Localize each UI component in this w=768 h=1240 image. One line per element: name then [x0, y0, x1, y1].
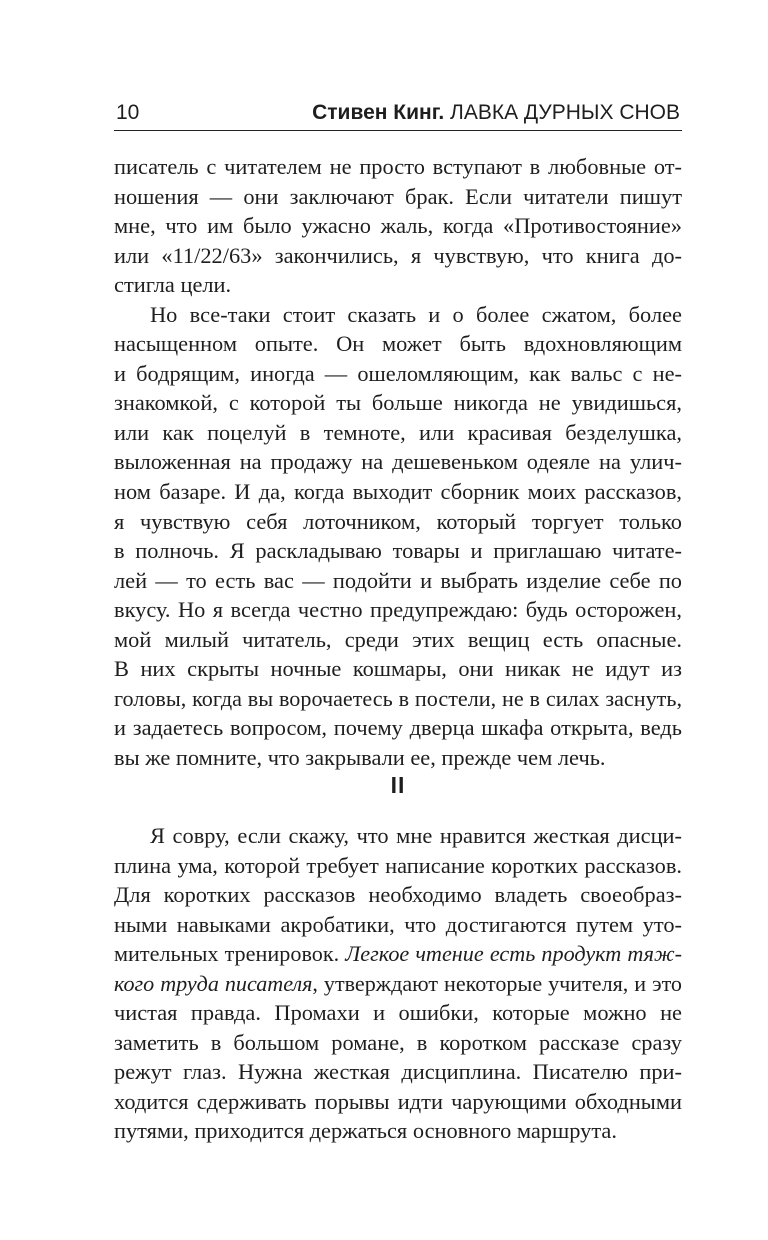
- text-line: заметить в большом романе, в коротком рассказе сразу: [114, 1029, 682, 1055]
- text-block-intro: [114, 152, 682, 772]
- text-line: или «11/22/63» закончились, я чувствую, что книга до-: [114, 242, 682, 268]
- text-line: Но все-таки стоит сказать и о более сжатом, более: [150, 301, 682, 327]
- text-line: режут глаз. Нужна жесткая дисциплина. Писателю при-: [114, 1059, 682, 1085]
- text-line: плина ума, которой требует написание коротких рассказов.: [114, 852, 682, 878]
- page-number: 10: [116, 101, 140, 124]
- text-line: Я совру, если скажу, что мне нравится жесткая дисци-: [150, 823, 682, 848]
- text-line: [114, 969, 682, 999]
- text-fragment: , утверждают некоторые учителя, и это: [312, 970, 682, 996]
- text-line: писатель с читателем не просто вступают в любовные от-: [114, 154, 682, 179]
- text-line: и бодрящим, иногда — ошеломляющим, как вальс с не-: [114, 360, 682, 386]
- italic-quote: кого труда писателя: [114, 970, 313, 996]
- text-line: ходится сдерживать порывы идти чарующими обходными: [114, 1088, 682, 1114]
- text-line: лей — то есть вас — подойти и выбрать изделие себе по: [114, 567, 682, 593]
- running-head: [114, 100, 682, 131]
- text-fragment: мительных тренировок.: [114, 941, 340, 967]
- text-line: головы, когда вы ворочаетесь в постели, не в силах заснуть,: [114, 685, 682, 711]
- text-line: чистая правда. Промахи и ошибки, которые можно не: [114, 1000, 682, 1026]
- section-heading: II: [390, 772, 406, 798]
- text-line: ном базаре. И да, когда выходит сборник моих рассказов,: [114, 479, 682, 505]
- header-author: Стивен Кинг.: [312, 101, 445, 124]
- text-line: насыщенном опыте. Он может быть вдохновляющим: [114, 331, 682, 357]
- text-line: мой милый читатель, среди этих вещиц есть опасные.: [114, 626, 682, 652]
- text-line: знакомкой, с которой ты больше никогда не увидишься,: [114, 390, 682, 416]
- text-line: я чувствую себя лоточником, который торгует только: [114, 508, 682, 534]
- italic-quote: Легкое чтение есть продукт тяж-: [345, 941, 682, 967]
- text-line: путями, приходится держаться основного маршрута.: [114, 1118, 617, 1144]
- text-line: выложенная на продажу на дешевеньком одеяле на улич-: [114, 449, 682, 475]
- text-line: и задаетесь вопросом, почему дверца шкафа открыта, ведь: [114, 715, 682, 741]
- text-line: вы же помните, что закрывали ее, прежде чем лечь.: [114, 744, 606, 770]
- text-line: ношения — они заключают брак. Если читатели пишут: [114, 183, 682, 209]
- text-line: стигла цели.: [114, 272, 232, 298]
- text-line: вкусу. Но я всегда честно предупреждаю: будь осторожен,: [114, 597, 682, 623]
- text-line: в полночь. Я раскладываю товары и приглашаю читате-: [114, 538, 682, 564]
- header-book-title: ЛАВКА ДУРНЫХ СНОВ: [450, 101, 680, 124]
- text-line: Для коротких рассказов необходимо владеть своеобраз-: [114, 882, 682, 908]
- text-line: мне, что им было ужасно жаль, когда «Противостояние»: [114, 213, 682, 239]
- text-line: В них скрыты ночные кошмары, они никак не идут из: [114, 656, 682, 682]
- text-line: или как поцелуй в темноте, или красивая безделушка,: [114, 419, 682, 445]
- text-block-section-two: [114, 821, 682, 1146]
- header-title: [312, 98, 680, 128]
- text-line: [114, 939, 682, 969]
- text-line: ными навыками акробатики, что достигаются путем уто-: [114, 911, 682, 937]
